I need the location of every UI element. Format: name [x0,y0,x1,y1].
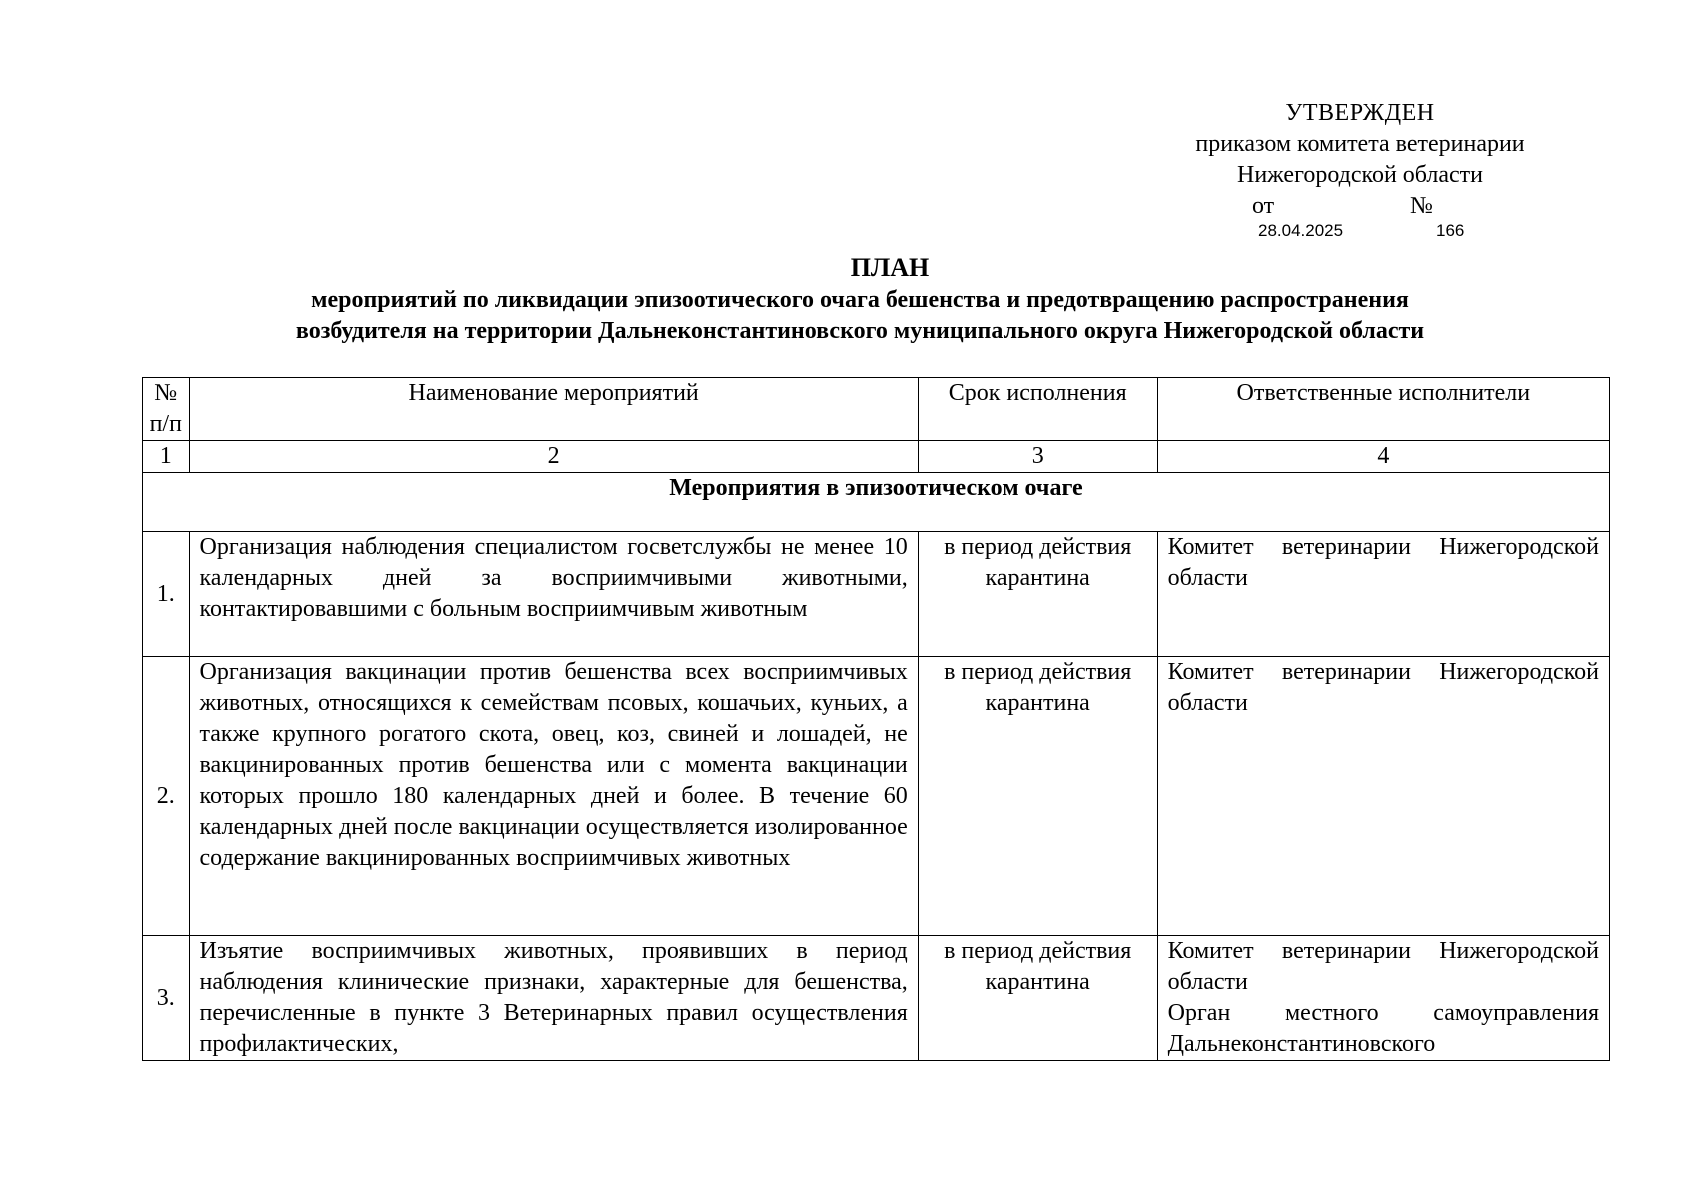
section-row [143,473,1610,532]
from-label: от [1252,193,1275,219]
row-term: в период действия карантина [918,936,1157,1061]
row-action: Организация вакцинации против бешенства всех восприимчивых животных, относящихся к семействам псовых, кошачьих, куньих, а также крупного рогатого скота, овец, коз, свиней и лошадей, не вакцинированных против бешенства или с момента вакцинации которых прошло 180 календарных дней и более. В течение 60 календарных дней после вакцинации осуществляется изолированное содержание вакцинированных восприимчивых животных [189,657,918,936]
table-row [143,657,1610,936]
plan-title: ПЛАН [850,253,930,282]
approval-block [1160,98,1560,219]
table-header-row [143,378,1610,441]
plan-table [142,377,1610,1061]
header-term: Срок исполнения [918,378,1157,441]
approval-line2: Нижегородской области [1236,162,1484,188]
column-number-2: 2 [189,441,918,473]
row-responsible [1157,532,1609,657]
column-number-1: 1 [143,441,190,473]
column-number-4: 4 [1157,441,1609,473]
row-number: 2. [143,657,190,936]
row-term: в период действия карантина [918,657,1157,936]
plan-subtitle-line2: возбудителя на территории Дальнеконстантиновского муниципального округа Нижегородской области [295,318,1425,344]
approval-line1: приказом комитета ветеринарии [1195,131,1525,157]
responsible-entry: Комитет ветеринарии Нижегородской области [1167,938,1599,995]
number-label: № [1410,193,1433,219]
responsible-entry: Орган местного самоуправления Дальнеконстантиновского [1167,1000,1599,1057]
row-term: в период действия карантина [918,532,1157,657]
approval-title: УТВЕРЖДЕН [1285,100,1435,126]
plan-subtitle [200,285,1520,347]
row-action: Изъятие восприимчивых животных, проявивших в период наблюдения клинические признаки, характерные для бешенства, перечисленные в пункте 3 Ветеринарных правил осуществления профилактических, [189,936,918,1061]
responsible-entry: Комитет ветеринарии Нижегородской области [1167,534,1599,591]
column-number-3: 3 [918,441,1157,473]
row-action: Организация наблюдения специалистом госветслужбы не менее 10 календарных дней за восприимчивыми животными, контактировавшими с больным восприимчивым животным [189,532,918,657]
row-number: 3. [143,936,190,1061]
approval-date-line [1160,191,1560,219]
row-number: 1. [143,532,190,657]
approval-date: 28.04.2025 [1258,221,1344,240]
column-number-row [143,441,1610,473]
row-responsible [1157,657,1609,936]
header-action: Наименование мероприятий [189,378,918,441]
section-title: Мероприятия в эпизоотическом очаге [143,473,1610,532]
row-responsible [1157,936,1609,1061]
header-num: № п/п [143,378,190,441]
responsible-entry: Комитет ветеринарии Нижегородской области [1167,659,1599,716]
table-row [143,532,1610,657]
table-row [143,936,1610,1061]
header-responsible: Ответственные исполнители [1157,378,1609,441]
approval-number: 166 [1436,221,1465,240]
plan-subtitle-line1: мероприятий по ликвидации эпизоотического очага бешенства и предотвращению распространения [311,287,1409,313]
